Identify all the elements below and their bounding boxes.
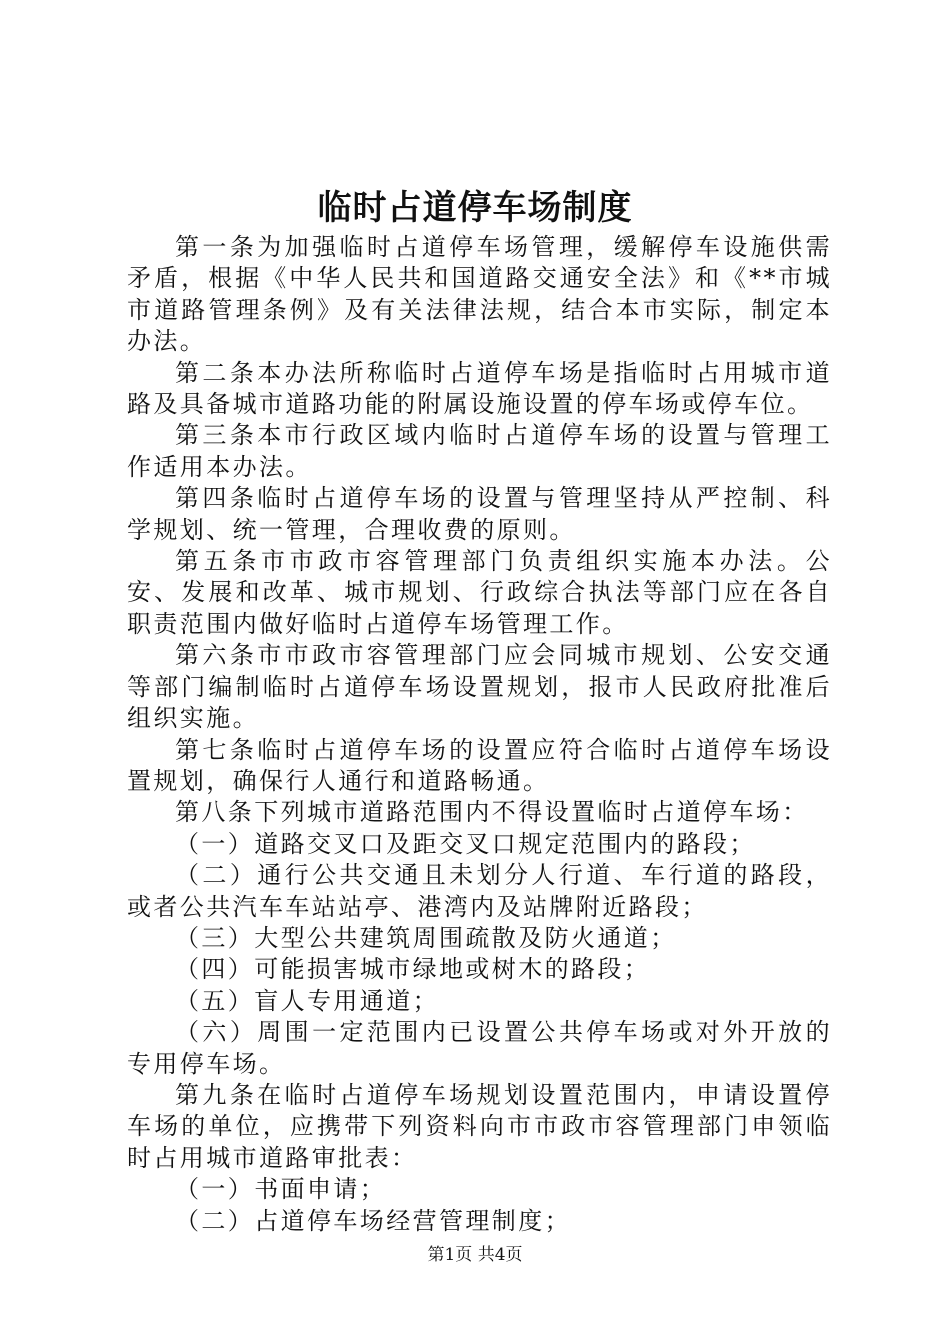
document-title: 临时占道停车场制度 xyxy=(317,188,633,228)
article-9-item-1: （一）书面申请； xyxy=(175,1175,387,1204)
article-4-paragraph: 第四条临时占道停车场的设置与管理坚持从严控制、科学规划、统一管理，合理收费的原则。 xyxy=(127,484,832,544)
article-8-item-3: （三）大型公共建筑周围疏散及防火通道； xyxy=(175,923,677,952)
article-8-item-1: （一）道路交叉口及距交叉口规定范围内的路段； xyxy=(175,829,756,858)
article-9-paragraph: 第九条在临时占道停车场规划设置范围内，申请设置停车场的单位，应携带下列资料向市市政市容管理部门申领临时占用城市道路审批表： xyxy=(127,1080,832,1172)
article-8-item-6: （六）周围一定范围内已设置公共停车场或对外开放的专用停车场。 xyxy=(127,1018,832,1078)
article-9-item-2: （二）占道停车场经营管理制度； xyxy=(175,1206,571,1235)
article-3-paragraph: 第三条本市行政区域内临时占道停车场的设置与管理工作适用本办法。 xyxy=(127,421,832,481)
article-8-item-4: （四）可能损害城市绿地或树木的路段； xyxy=(175,955,651,984)
article-6-paragraph: 第六条市市政市容管理部门应会同城市规划、公安交通等部门编制临时占道停车场设置规划，报市人民政府批准后组织实施。 xyxy=(127,641,832,733)
page-number-footer: 第1页 共4页 xyxy=(427,1245,523,1265)
article-1-paragraph: 第一条为加强临时占道停车场管理，缓解停车设施供需矛盾，根据《中华人民共和国道路交通安全法》和《**市城市道路管理条例》及有关法律法规，结合本市实际，制定本办法。 xyxy=(127,233,832,356)
article-2-paragraph: 第二条本办法所称临时占道停车场是指临时占用城市道路及具备城市道路功能的附属设施设置的停车场或停车位。 xyxy=(127,358,832,419)
article-8-paragraph: 第八条下列城市道路范围内不得设置临时占道停车场： xyxy=(175,798,809,827)
article-8-item-2: （二）通行公共交通且未划分人行道、车行道的路段，或者公共汽车车站站亭、港湾内及站牌附近路段； xyxy=(127,861,832,921)
article-8-item-5: （五）盲人专用通道； xyxy=(175,986,439,1015)
article-7-paragraph: 第七条临时占道停车场的设置应符合临时占道停车场设置规划，确保行人通行和道路畅通。 xyxy=(127,735,832,795)
document-body xyxy=(127,232,832,1237)
article-5-paragraph: 第五条市市政市容管理部门负责组织实施本办法。公安、发展和改革、城市规划、行政综合执法等部门应在各自职责范围内做好临时占道停车场管理工作。 xyxy=(127,547,832,638)
